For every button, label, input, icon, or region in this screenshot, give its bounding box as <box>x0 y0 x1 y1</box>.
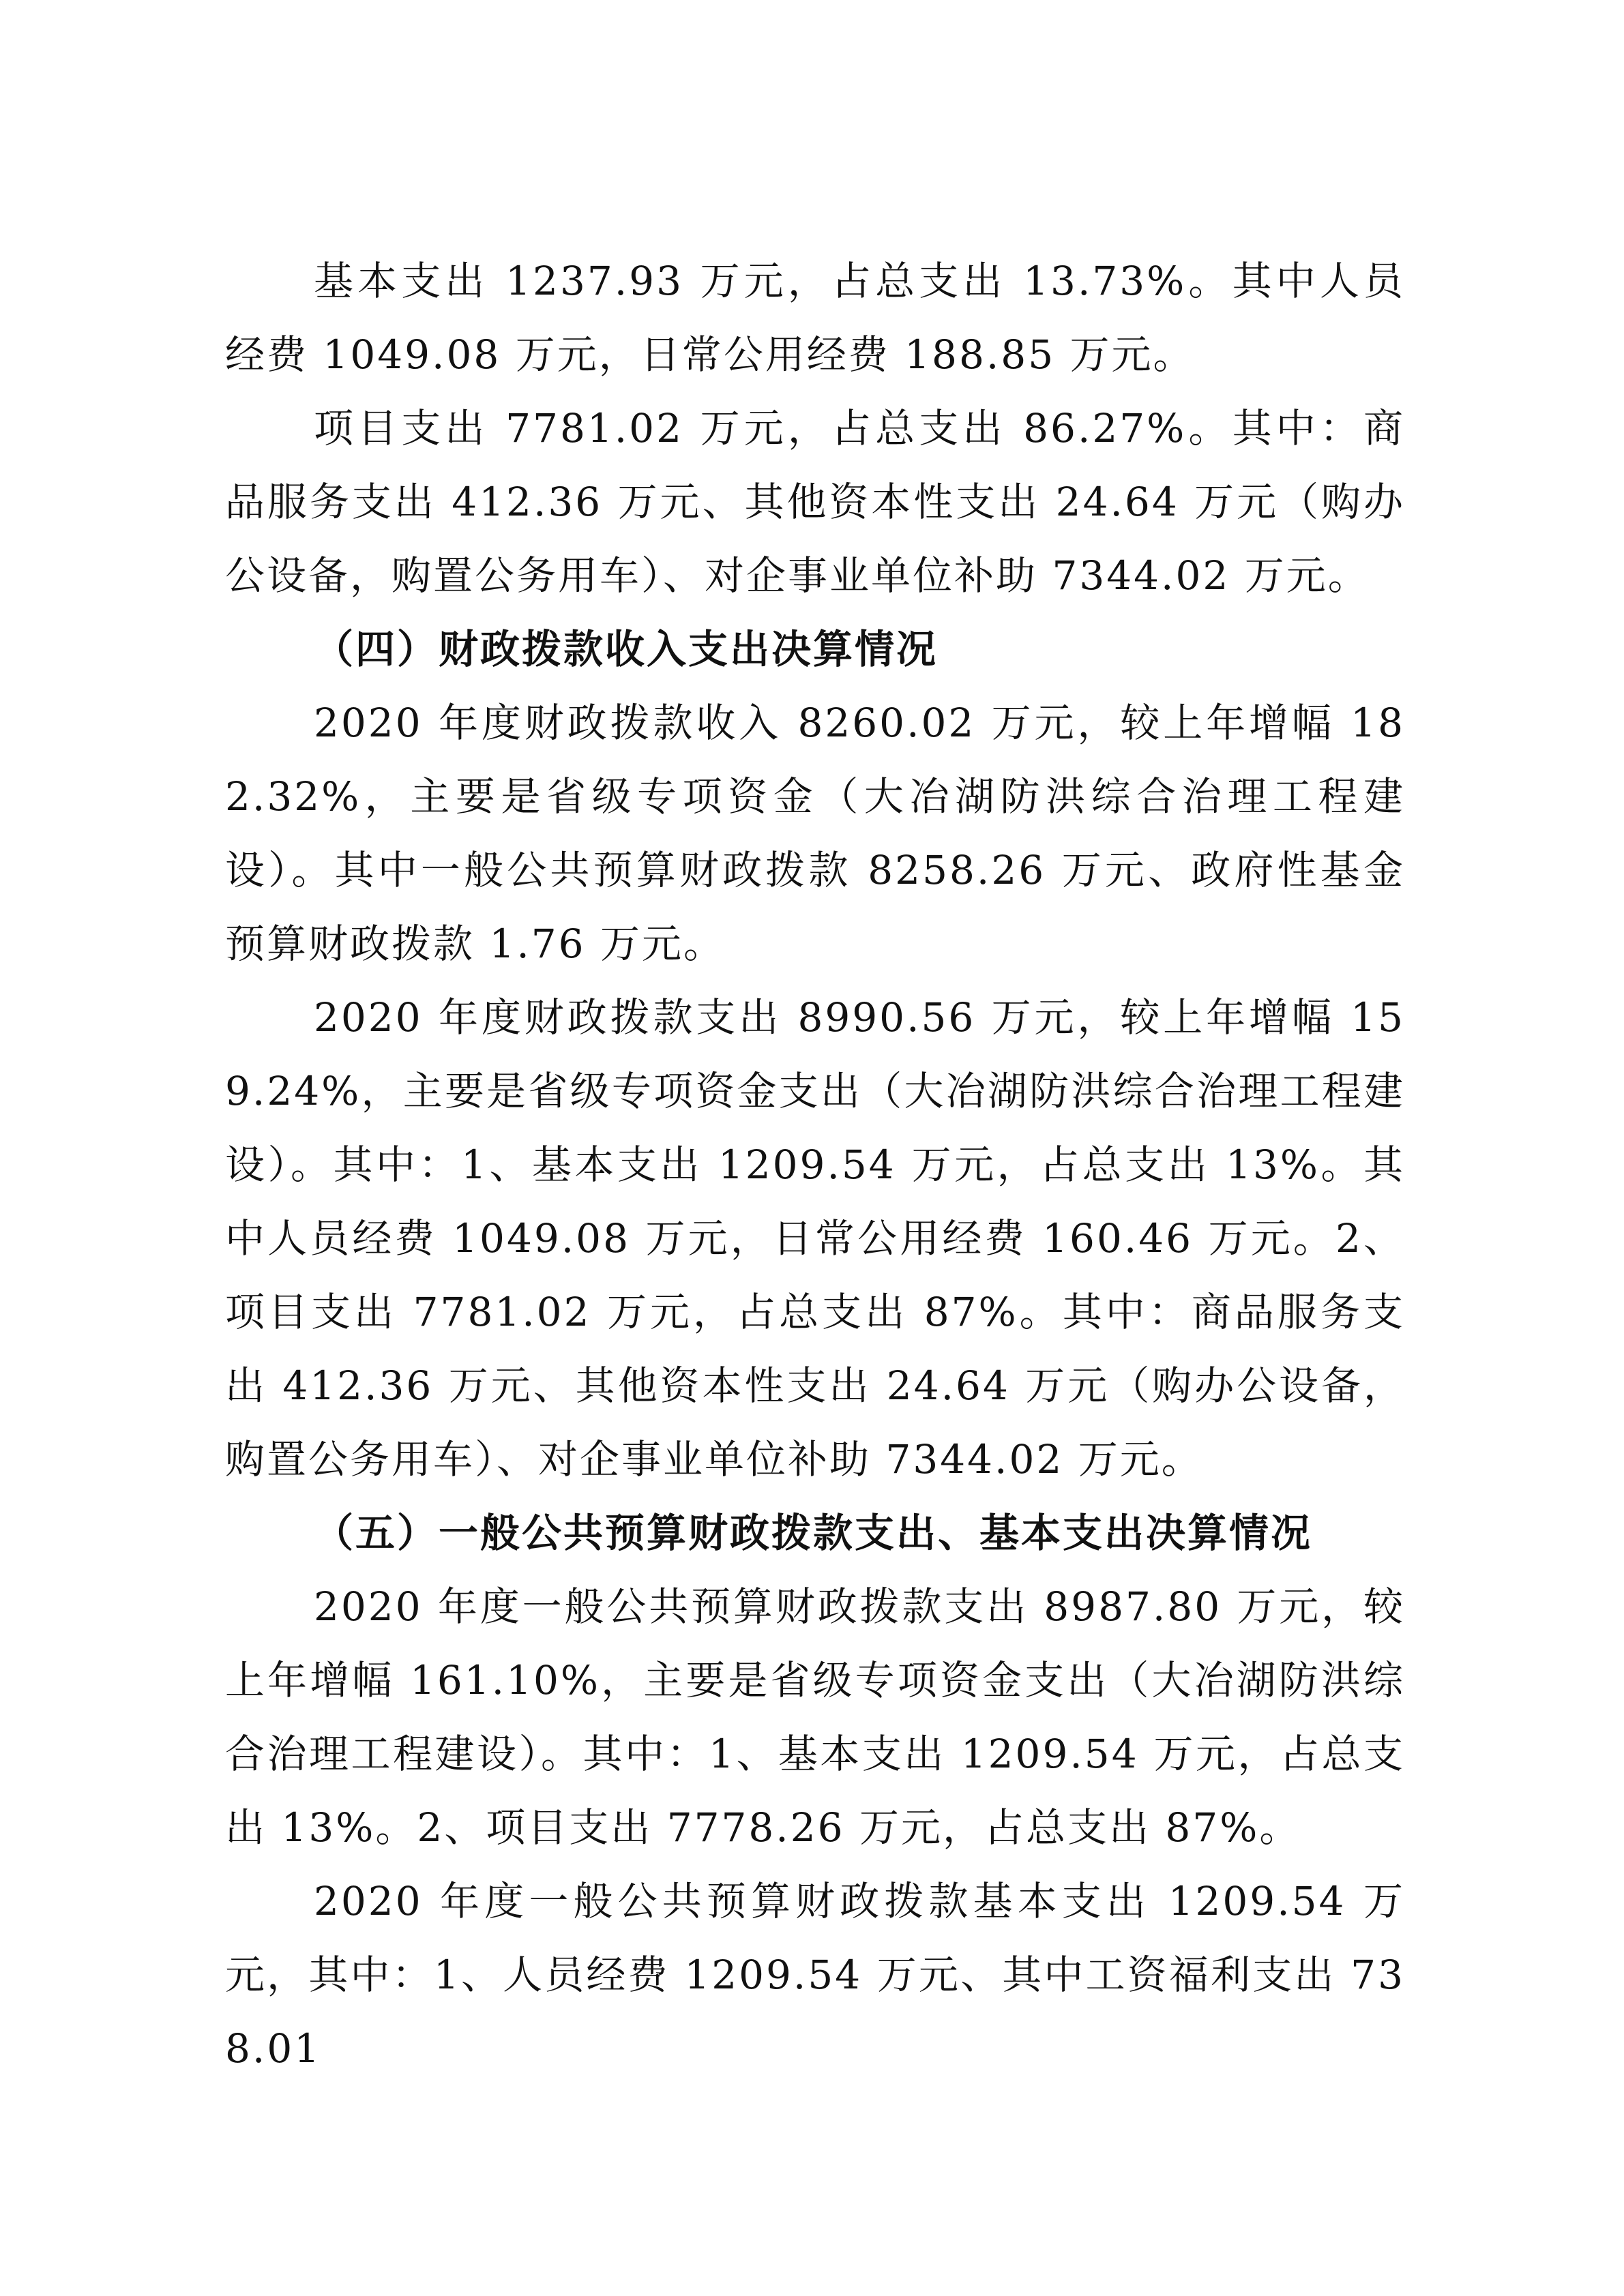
para-general-budget-basic: 2020 年度一般公共预算财政拨款基本支出 1209.54 万元，其中：1、人员经费 1209.54 万元、其中工资福利支出 738.01 <box>225 1878 1405 2072</box>
heading-section-5: （五）一般公共预算财政拨款支出、基本支出决算情况 <box>314 1510 1313 1556</box>
document-body <box>225 244 1405 2085</box>
para-general-budget-expenditure: 2020 年度一般公共预算财政拨款支出 8987.80 万元，较上年增幅 161.10%，主要是省级专项资金支出（大冶湖防洪综合治理工程建设）。其中：1、基本支出 1209.54 万元，占总支出 13%。2、项目支出 7778.26 万元，占总支出 87%。 <box>225 1583 1405 1851</box>
para-basic-expenditure: 基本支出 1237.93 万元，占总支出 13.73%。其中人员经费 1049.08 万元，日常公用经费 188.85 万元。 <box>225 258 1405 378</box>
para-fiscal-expenditure: 2020 年度财政拨款支出 8990.56 万元，较上年增幅 159.24%，主要是省级专项资金支出（大冶湖防洪综合治理工程建设）。其中：1、基本支出 1209.54 万元，占总支出 13%。其中人员经费 1049.08 万元，日常公用经费 160.46 万元。2、项目支出 7781.02 万元，占总支出 87%。其中：商品服务支出 412.36 万元、其他资本性支出 24.64 万元（购办公设备，购置公务用车）、对企事业单位补助 7344.02 万元。 <box>225 994 1405 1482</box>
heading-section-4: （四）财政拨款收入支出决算情况 <box>314 626 939 672</box>
para-project-expenditure: 项目支出 7781.02 万元，占总支出 86.27%。其中：商品服务支出 412.36 万元、其他资本性支出 24.64 万元（购办公设备，购置公务用车）、对企事业单位补助 7344.02 万元。 <box>225 405 1405 599</box>
para-fiscal-income: 2020 年度财政拨款收入 8260.02 万元，较上年增幅 182.32%，主要是省级专项资金（大冶湖防洪综合治理工程建设）。其中一般公共预算财政拨款 8258.26 万元、政府性基金预算财政拨款 1.76 万元。 <box>225 700 1405 967</box>
